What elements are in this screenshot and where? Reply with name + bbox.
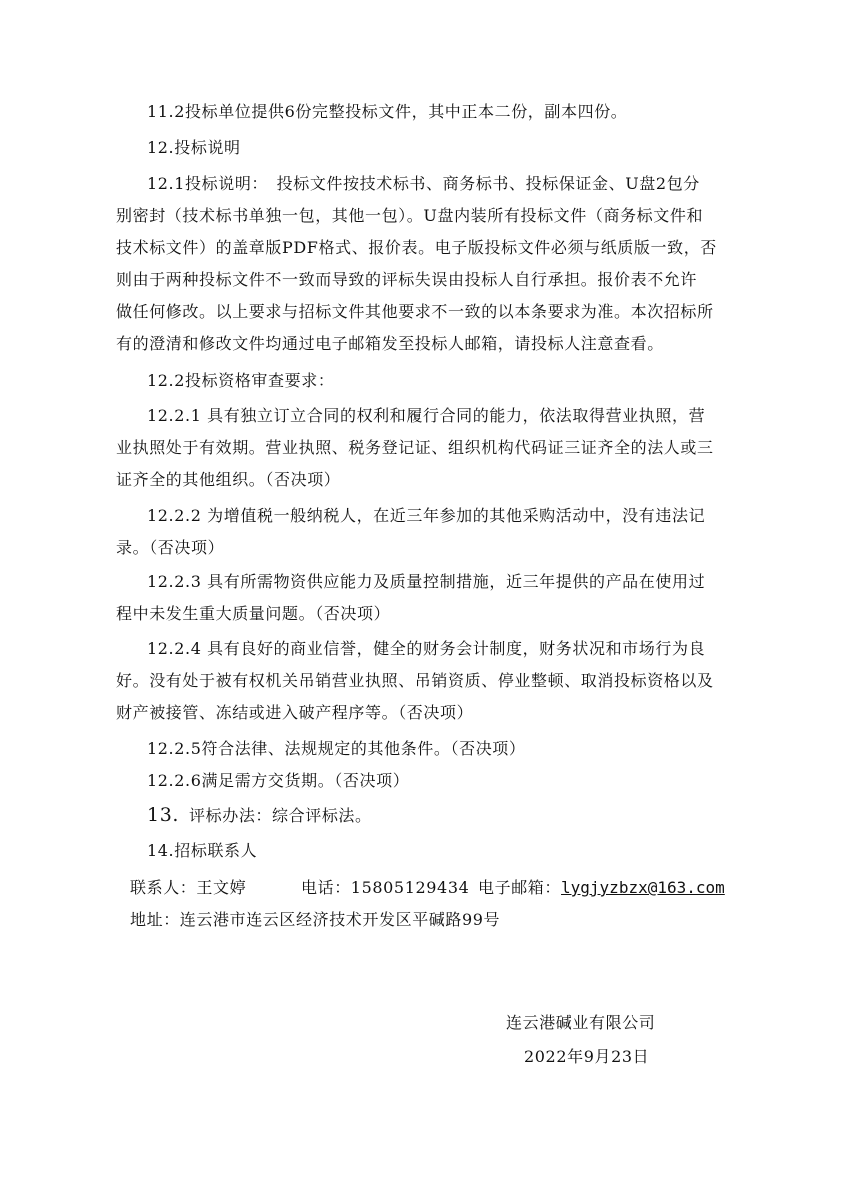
contact-email-link[interactable]: lygjyzbzx@163.com — [561, 878, 725, 897]
heading-12: 12.投标说明 — [147, 138, 241, 157]
heading-14: 14.招标联系人 — [147, 841, 258, 860]
clause-12-2-3-line-1: 12.2.3 具有所需物资供应能力及质量控制措施，近三年提供的产品在使用过 — [147, 572, 706, 591]
contact-address: 地址：连云港市连云区经济技术开发区平碱路99号 — [130, 910, 501, 929]
clause-11-2: 11.2投标单位提供6份完整投标文件，其中正本二份，副本四份。 — [147, 102, 628, 121]
clause-12-2-6: 12.2.6满足需方交货期。（否决项） — [147, 771, 410, 790]
clause-12-2-4-line-2: 好。没有处于被有权机关吊销营业执照、吊销资质、停业整顿、取消投标资格以及 — [116, 671, 714, 690]
clause-13-text: 评标办法：综合评标法。 — [189, 806, 372, 825]
clause-12-2-3-line-2: 程中未发生重大质量问题。（否决项） — [116, 604, 391, 623]
clause-12-1-line-5: 做任何修改。以上要求与招标文件其他要求不一致的以本条要求为准。本次招标所 — [116, 302, 714, 321]
clause-12-1-line-3: 技术标文件）的盖章版PDF格式、报价表。电子版投标文件必须与纸质版一致，否 — [116, 238, 717, 257]
clause-13-number: 13. — [147, 804, 180, 826]
clause-12-2-4-line-1: 12.2.4 具有良好的商业信誉，健全的财务会计制度，财务状况和市场行为良 — [147, 639, 706, 658]
contact-phone: 电话：15805129434 — [301, 878, 470, 897]
contact-email-label: 电子邮箱： — [478, 878, 562, 897]
clause-13 — [147, 804, 372, 827]
clause-12-2-1-line-1: 12.2.1 具有独立订立合同的权利和履行合同的能力，依法取得营业执照，营 — [147, 406, 706, 425]
clause-12-1-line-4: 则由于两种投标文件不一致而导致的评标失误由投标人自行承担。报价表不允许 — [116, 270, 698, 289]
signature-company: 连云港碱业有限公司 — [506, 1013, 656, 1032]
clause-12-2-4-line-3: 财产被接管、冻结或进入破产程序等。（否决项） — [116, 703, 474, 722]
contact-email-row — [478, 877, 725, 899]
clause-12-2-5: 12.2.5符合法律、法规规定的其他条件。（否决项） — [147, 739, 526, 758]
clause-12-1-line-2: 别密封（技术标书单独一包，其他一包）。U盘内装所有投标文件（商务标文件和 — [116, 206, 704, 225]
clause-12-2-1-line-2: 业执照处于有效期。营业执照、税务登记证、组织机构代码证三证齐全的法人或三 — [116, 438, 714, 457]
clause-12-1-line-1: 12.1投标说明： 投标文件按技术标书、商务标书、投标保证金、U盘2包分 — [147, 174, 700, 193]
clause-12-2-2-line-2: 录。（否决项） — [116, 538, 225, 557]
clause-12-2-2-line-1: 12.2.2 为增值税一般纳税人，在近三年参加的其他采购活动中，没有违法记 — [147, 506, 706, 525]
contact-person: 联系人：王文婷 — [130, 878, 247, 897]
clause-12-1-line-6: 有的澄清和修改文件均通过电子邮箱发至投标人邮箱，请投标人注意查看。 — [116, 334, 664, 353]
clause-12-2: 12.2投标资格审查要求： — [147, 371, 335, 390]
signature-date: 2022年9月23日 — [524, 1047, 650, 1066]
clause-12-2-1-line-3: 证齐全的其他组织。（否决项） — [116, 470, 341, 489]
